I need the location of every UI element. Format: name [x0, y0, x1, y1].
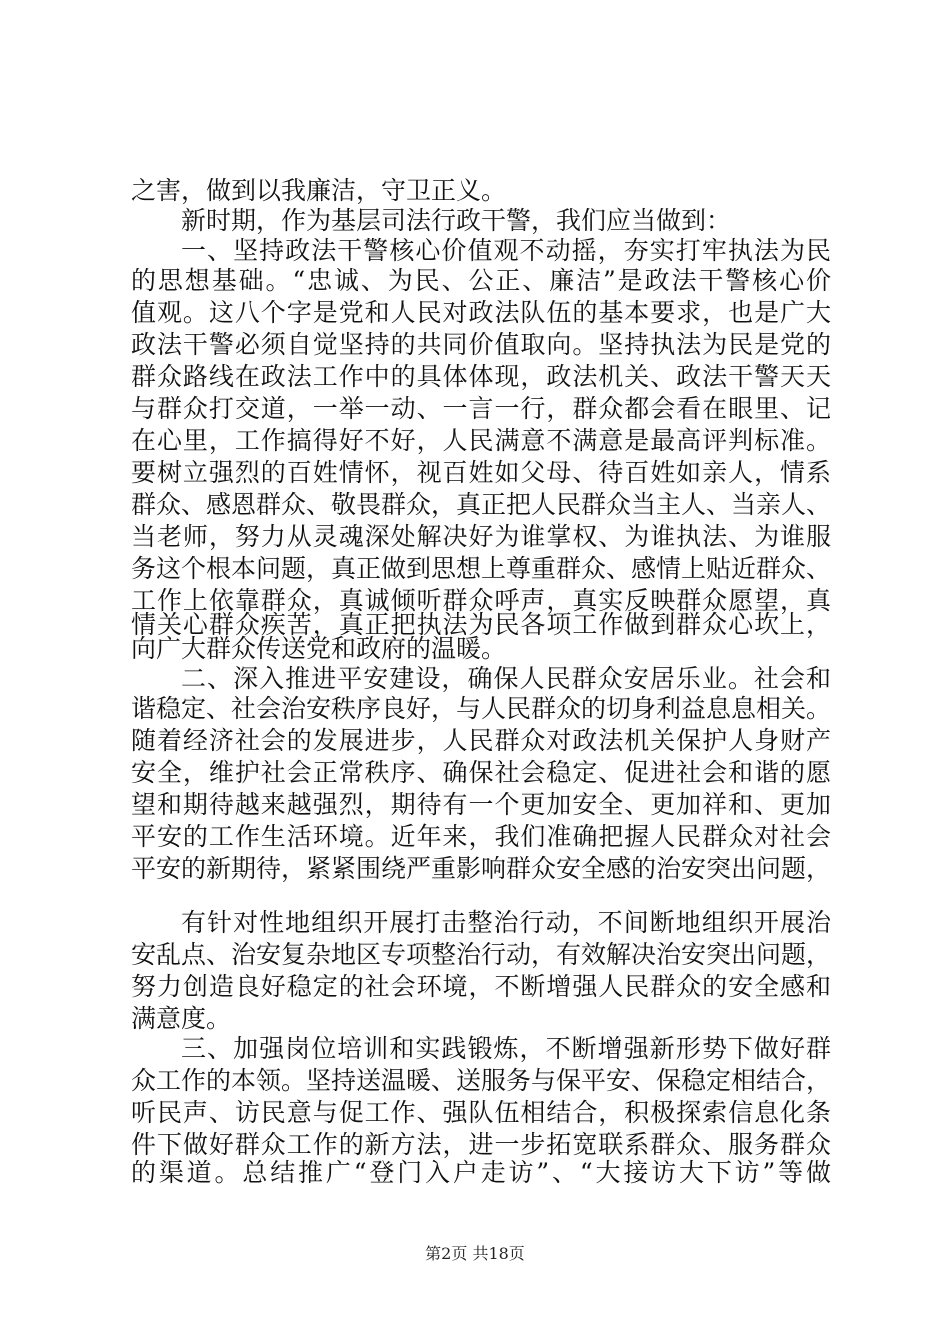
text-line: 二、深入推进平安建设，确保人民群众安居乐业。社会和 — [181, 664, 831, 693]
text-line: 三、加强岗位培训和实践锻炼，不断增强新形势下做好群 — [181, 1034, 831, 1063]
text-line: 工作上依靠群众，真诚倾听群众呼声，真实反映群众愿望，真 — [131, 586, 831, 615]
text-line: 与群众打交道，一举一动、一言一行，群众都会看在眼里、记 — [131, 394, 831, 423]
text-line: 听民声、访民意与促工作、强队伍相结合，积极探索信息化条 — [131, 1098, 831, 1127]
text-line: 值观。这八个字是党和人民对政法队伍的基本要求，也是广大 — [131, 298, 831, 327]
text-line: 众工作的本领。坚持送温暖、送服务与保平安、保稳定相结合， — [131, 1066, 831, 1095]
text-line: 一、坚持政法干警核心价值观不动摇，夯实打牢执法为民 — [181, 236, 831, 265]
text-line: 的渠道。总结推广“登门入户走访”、“大接访大下访”等做 — [131, 1158, 831, 1187]
text-line: 满意度。 — [131, 1004, 232, 1033]
text-line: 当老师，努力从灵魂深处解决好为谁掌权、为谁执法、为谁服 — [131, 522, 831, 551]
text-line: 努力创造良好稳定的社会环境，不断增强人民群众的安全感和 — [131, 972, 831, 1001]
text-line: 向广大群众传送党和政府的温暖。 — [131, 634, 507, 663]
text-line: 群众路线在政法工作中的具体体现，政法机关、政法干警天天 — [131, 362, 831, 391]
text-line: 平安的工作生活环境。近年来，我们准确把握人民群众对社会 — [131, 822, 831, 851]
text-line: 政法干警必须自觉坚持的共同价值取向。坚持执法为民是党的 — [131, 330, 831, 359]
text-line: 在心里，工作搞得好不好，人民满意不满意是最高评判标准。 — [131, 426, 831, 455]
text-line: 群众、感恩群众、敬畏群众，真正把人民群众当主人、当亲人、 — [131, 490, 831, 519]
text-line: 谐稳定、社会治安秩序良好，与人民群众的切身利益息息相关。 — [131, 694, 831, 723]
page-number-footer: 第2页 共18页 — [425, 1244, 525, 1263]
text-line: 安全，维护社会正常秩序、确保社会稳定、促进社会和谐的愿 — [131, 758, 831, 787]
text-line: 要树立强烈的百姓情怀，视百姓如父母、待百姓如亲人，情系 — [131, 458, 831, 487]
text-line: 的思想基础。“忠诚、为民、公正、廉洁”是政法干警核心价 — [131, 266, 831, 295]
text-line: 平安的新期待，紧紧围绕严重影响群众安全感的治安突出问题， — [131, 854, 831, 883]
text-line: 新时期，作为基层司法行政干警，我们应当做到： — [181, 206, 732, 235]
text-line: 务这个根本问题，真正做到思想上尊重群众、感情上贴近群众、 — [131, 554, 831, 583]
text-line: 件下做好群众工作的新方法，进一步拓宽联系群众、服务群众 — [131, 1130, 831, 1159]
text-line: 安乱点、治安复杂地区专项整治行动，有效解决治安突出问题， — [131, 940, 831, 969]
text-line: 随着经济社会的发展进步，人民群众对政法机关保护人身财产 — [131, 726, 831, 755]
text-line: 情关心群众疾苦，真正把执法为民各项工作做到群众心坎上， — [131, 610, 831, 639]
text-line: 望和期待越来越强烈，期待有一个更加安全、更加祥和、更加 — [131, 790, 831, 819]
text-line: 有针对性地组织开展打击整治行动，不间断地组织开展治 — [181, 908, 831, 937]
text-line: 之害，做到以我廉洁，守卫正义。 — [131, 176, 507, 205]
